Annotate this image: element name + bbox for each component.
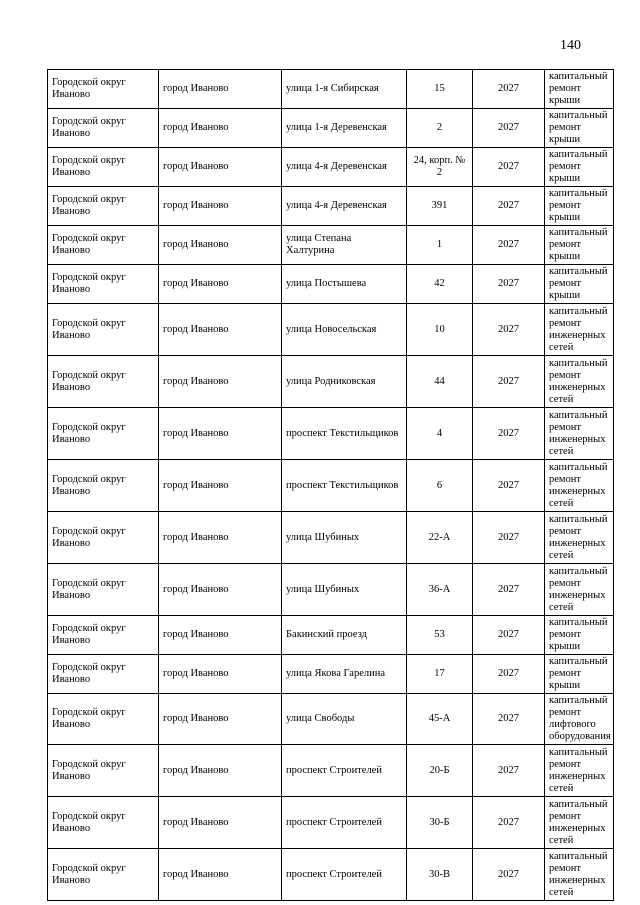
year-cell: 2027 bbox=[473, 745, 545, 797]
year-cell: 2027 bbox=[473, 187, 545, 226]
work-type-cell: капитальный ремонт инженерных сетей bbox=[545, 849, 614, 901]
table-row bbox=[48, 564, 614, 616]
street-cell: проспект Текстильщиков bbox=[282, 408, 407, 460]
street-cell: улица Шубиных bbox=[282, 512, 407, 564]
work-type-cell: капитальный ремонт крыши bbox=[545, 109, 614, 148]
municipality-cell: Городской округ Иваново bbox=[48, 655, 159, 694]
work-type-cell: капитальный ремонт крыши bbox=[545, 655, 614, 694]
settlement-cell: город Иваново bbox=[159, 655, 282, 694]
table-row bbox=[48, 408, 614, 460]
table-row bbox=[48, 655, 614, 694]
year-cell: 2027 bbox=[473, 408, 545, 460]
table-row bbox=[48, 849, 614, 901]
year-cell: 2027 bbox=[473, 109, 545, 148]
work-type-cell: капитальный ремонт инженерных сетей bbox=[545, 564, 614, 616]
street-cell: проспект Строителей bbox=[282, 849, 407, 901]
settlement-cell: город Иваново bbox=[159, 797, 282, 849]
year-cell: 2027 bbox=[473, 148, 545, 187]
house-number-cell: 20-Б bbox=[407, 745, 473, 797]
street-cell: улица Постышева bbox=[282, 265, 407, 304]
settlement-cell: город Иваново bbox=[159, 460, 282, 512]
street-cell: проспект Строителей bbox=[282, 745, 407, 797]
settlement-cell: город Иваново bbox=[159, 512, 282, 564]
work-type-cell: капитальный ремонт крыши bbox=[545, 70, 614, 109]
house-number-cell: 2 bbox=[407, 109, 473, 148]
work-type-cell: капитальный ремонт инженерных сетей bbox=[545, 797, 614, 849]
settlement-cell: город Иваново bbox=[159, 849, 282, 901]
municipality-cell: Городской округ Иваново bbox=[48, 187, 159, 226]
year-cell: 2027 bbox=[473, 70, 545, 109]
table-row bbox=[48, 694, 614, 745]
municipality-cell: Городской округ Иваново bbox=[48, 616, 159, 655]
municipality-cell: Городской округ Иваново bbox=[48, 408, 159, 460]
table-row bbox=[48, 70, 614, 109]
year-cell: 2027 bbox=[473, 460, 545, 512]
year-cell: 2027 bbox=[473, 694, 545, 745]
settlement-cell: город Иваново bbox=[159, 265, 282, 304]
house-number-cell: 22-А bbox=[407, 512, 473, 564]
settlement-cell: город Иваново bbox=[159, 408, 282, 460]
settlement-cell: город Иваново bbox=[159, 564, 282, 616]
house-number-cell: 391 bbox=[407, 187, 473, 226]
page-number: 140 bbox=[560, 38, 581, 53]
street-cell: улица 4-я Деревенская bbox=[282, 148, 407, 187]
street-cell: улица 1-я Деревенская bbox=[282, 109, 407, 148]
settlement-cell: город Иваново bbox=[159, 109, 282, 148]
house-number-cell: 53 bbox=[407, 616, 473, 655]
work-type-cell: капитальный ремонт инженерных сетей bbox=[545, 304, 614, 356]
house-number-cell: 17 bbox=[407, 655, 473, 694]
municipality-cell: Городской округ Иваново bbox=[48, 512, 159, 564]
table-row bbox=[48, 187, 614, 226]
settlement-cell: город Иваново bbox=[159, 226, 282, 265]
year-cell: 2027 bbox=[473, 512, 545, 564]
year-cell: 2027 bbox=[473, 616, 545, 655]
year-cell: 2027 bbox=[473, 797, 545, 849]
house-number-cell: 42 bbox=[407, 265, 473, 304]
settlement-cell: город Иваново bbox=[159, 694, 282, 745]
street-cell: улица Шубиных bbox=[282, 564, 407, 616]
street-cell: Бакинский проезд bbox=[282, 616, 407, 655]
year-cell: 2027 bbox=[473, 265, 545, 304]
house-number-cell: 10 bbox=[407, 304, 473, 356]
year-cell: 2027 bbox=[473, 356, 545, 408]
house-number-cell: 1 bbox=[407, 226, 473, 265]
settlement-cell: город Иваново bbox=[159, 745, 282, 797]
work-type-cell: капитальный ремонт лифтового оборудования bbox=[545, 694, 614, 745]
work-type-cell: капитальный ремонт крыши bbox=[545, 226, 614, 265]
settlement-cell: город Иваново bbox=[159, 148, 282, 187]
municipality-cell: Городской округ Иваново bbox=[48, 148, 159, 187]
settlement-cell: город Иваново bbox=[159, 187, 282, 226]
street-cell: улица Свободы bbox=[282, 694, 407, 745]
street-cell: улица Степана Халтурина bbox=[282, 226, 407, 265]
year-cell: 2027 bbox=[473, 655, 545, 694]
work-type-cell: капитальный ремонт крыши bbox=[545, 187, 614, 226]
municipality-cell: Городской округ Иваново bbox=[48, 849, 159, 901]
work-type-cell: капитальный ремонт инженерных сетей bbox=[545, 745, 614, 797]
street-cell: улица Новосельская bbox=[282, 304, 407, 356]
work-type-cell: капитальный ремонт крыши bbox=[545, 265, 614, 304]
table-row bbox=[48, 356, 614, 408]
house-number-cell: 24, корп. № 2 bbox=[407, 148, 473, 187]
settlement-cell: город Иваново bbox=[159, 356, 282, 408]
street-cell: улица 4-я Деревенская bbox=[282, 187, 407, 226]
house-number-cell: 6 bbox=[407, 460, 473, 512]
table-row bbox=[48, 460, 614, 512]
work-type-cell: капитальный ремонт инженерных сетей bbox=[545, 512, 614, 564]
table-row bbox=[48, 265, 614, 304]
municipality-cell: Городской округ Иваново bbox=[48, 70, 159, 109]
table-row bbox=[48, 226, 614, 265]
table-row bbox=[48, 512, 614, 564]
work-type-cell: капитальный ремонт крыши bbox=[545, 148, 614, 187]
street-cell: улица 1-я Сибирская bbox=[282, 70, 407, 109]
year-cell: 2027 bbox=[473, 226, 545, 265]
house-number-cell: 36-А bbox=[407, 564, 473, 616]
work-type-cell: капитальный ремонт инженерных сетей bbox=[545, 408, 614, 460]
street-cell: улица Якова Гарелина bbox=[282, 655, 407, 694]
house-number-cell: 4 bbox=[407, 408, 473, 460]
house-number-cell: 30-Б bbox=[407, 797, 473, 849]
house-number-cell: 45-А bbox=[407, 694, 473, 745]
street-cell: улица Родниковская bbox=[282, 356, 407, 408]
year-cell: 2027 bbox=[473, 564, 545, 616]
table-row bbox=[48, 109, 614, 148]
repair-schedule-table bbox=[47, 69, 614, 901]
table-row bbox=[48, 616, 614, 655]
settlement-cell: город Иваново bbox=[159, 616, 282, 655]
settlement-cell: город Иваново bbox=[159, 70, 282, 109]
municipality-cell: Городской округ Иваново bbox=[48, 460, 159, 512]
table-row bbox=[48, 745, 614, 797]
municipality-cell: Городской округ Иваново bbox=[48, 304, 159, 356]
work-type-cell: капитальный ремонт инженерных сетей bbox=[545, 460, 614, 512]
work-type-cell: капитальный ремонт инженерных сетей bbox=[545, 356, 614, 408]
year-cell: 2027 bbox=[473, 849, 545, 901]
municipality-cell: Городской округ Иваново bbox=[48, 745, 159, 797]
municipality-cell: Городской округ Иваново bbox=[48, 109, 159, 148]
year-cell: 2027 bbox=[473, 304, 545, 356]
municipality-cell: Городской округ Иваново bbox=[48, 356, 159, 408]
municipality-cell: Городской округ Иваново bbox=[48, 694, 159, 745]
table-row bbox=[48, 304, 614, 356]
house-number-cell: 44 bbox=[407, 356, 473, 408]
table-row bbox=[48, 148, 614, 187]
municipality-cell: Городской округ Иваново bbox=[48, 564, 159, 616]
municipality-cell: Городской округ Иваново bbox=[48, 265, 159, 304]
table-row bbox=[48, 797, 614, 849]
street-cell: проспект Текстильщиков bbox=[282, 460, 407, 512]
work-type-cell: капитальный ремонт крыши bbox=[545, 616, 614, 655]
house-number-cell: 30-В bbox=[407, 849, 473, 901]
house-number-cell: 15 bbox=[407, 70, 473, 109]
municipality-cell: Городской округ Иваново bbox=[48, 226, 159, 265]
street-cell: проспект Строителей bbox=[282, 797, 407, 849]
settlement-cell: город Иваново bbox=[159, 304, 282, 356]
municipality-cell: Городской округ Иваново bbox=[48, 797, 159, 849]
